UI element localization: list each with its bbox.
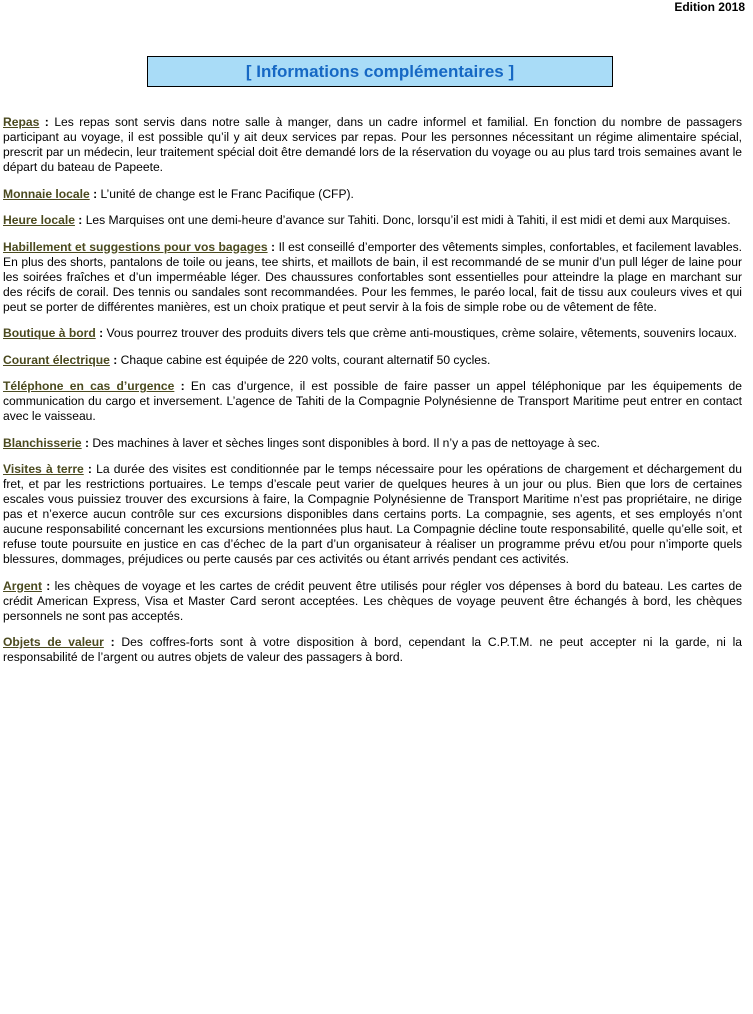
section-label: Visites à terre [3,462,84,476]
edition-label: Edition 2018 [674,0,745,14]
section-label: Téléphone en cas d’urgence [3,379,175,393]
section-telephone: Téléphone en cas d’urgence : En cas d’urgence, il est possible de faire passer un appel téléphonique par les équipements de communication du cargo et inversement. L’agence de Tahiti de la Compagnie Polynésienne de Transport Maritime peut entrer en contact avec le vaisseau. [3,379,742,423]
section-label: Monnaie locale [3,186,90,201]
document-body [3,115,742,677]
section-label: Heure locale [3,213,75,227]
section-label: Objets de valeur [3,635,104,649]
section-label: Habillement et suggestions pour vos bagages [3,239,268,254]
section-text: Vous pourrez trouver des produits divers tels que crème anti-moustiques, crème solaire, vêtements, souvenirs locaux. [106,326,737,340]
section-text: les chèques de voyage et les cartes de crédit peuvent être utilisés pour régler vos dépenses à bord du bateau. Les cartes de crédit American Express, Visa et Master Card seront acceptées. Les chèques de voyage peuvent être échangés à bord, les chèques personnels ne sont pas acceptés. [3,578,742,623]
section-text: Les Marquises ont une demi-heure d’avance sur Tahiti. Donc, lorsqu’il est midi à Tahiti, il est midi et demi aux Marquises. [85,213,731,227]
section-visites: Visites à terre : La durée des visites est conditionnée par le temps nécessaire pour les opérations de chargement et déchargement du fret, et par les restrictions portuaires. Le temps d’escale peut varier de quelques heures à un jour ou plus. Bien que lors de certaines escales vous puissiez trouver des excursions à faire, la Compagnie Polynésienne de Transport Maritime n’est pas propriétaire, ne dirige pas et n’exerce aucun contrôle sur ces excursions disponibles dans certains ports. La compagnie, ses agents, et ses employés n’ont aucune responsabilité concernant les excursions mentionnées plus haut. La Compagnie décline toute responsabilité, quelle qu’elle soit, et refuse toute poursuite en justice en cas d’échec de la part d’un organisateur à réaliser un programme prévu et/ou pour n’importe quels blessures, dommages, préjudices ou perte causés par ces activités ou étant arrivés pendant ces activités. [3,462,742,566]
section-text: En cas d’urgence, il est possible de faire passer un appel téléphonique par les équipements de communication du cargo et inversement. L’agence de Tahiti de la Compagnie Polynésienne de Transport Maritime peut entrer en contact avec le vaisseau. [3,379,742,423]
section-monnaie-locale: Monnaie locale : L’unité de change est le Franc Pacifique (CFP). [3,186,354,201]
section-habillement: Habillement et suggestions pour vos bagages : Il est conseillé d’emporter des vêtements simples, confortables, et facilement lavables. En plus des shorts, pantalons de toile ou jeans, tee shirts, et maillots de bain, il est recommandé de se munir d’un pull léger de laine pour les soirées fraîches et d’un imperméable léger. Des chaussures confortables sont essentielles pour atteindre la plage en marchant sur des récifs de corail. Des tennis ou sandales sont recommandées. Pour les femmes, le paréo local, fait de tissu aux couleurs vives et qui peut se porter de différentes manières, est un choix pratique et peut servir à la fois de simple robe ou de vêtement de fête. [3,239,743,314]
section-label: Blanchisserie [3,435,82,450]
title-banner [147,56,613,87]
section-label: Courant électrique [3,352,110,367]
section-text: Il est conseillé d’emporter des vêtements simples, confortables, et facilement lavables. En plus des shorts, pantalons de toile ou jeans, tee shirts, et maillots de bain, il est recommandé de se munir d’un pull léger de laine pour les soirées fraîches et d’un imperméable léger. Des chaussures confortables sont essentielles pour atteindre la plage en marchant sur des récifs de corail. Des tennis ou sandales sont recommandées. Pour les femmes, le paréo local, fait de tissu aux couleurs vives et qui peut se porter de différentes manières, est un choix pratique et peut servir à la fois de simple robe ou de vêtement de fête. [3,239,743,314]
section-heure-locale: Heure locale : Les Marquises ont une demi-heure d’avance sur Tahiti. Donc, lorsqu’il est midi à Tahiti, il est midi et demi aux Marquises. [3,213,731,227]
section-text: Des machines à laver et sèches linges sont disponibles à bord. Il n’y a pas de nettoyage à sec. [92,435,600,450]
section-text: Chaque cabine est équipée de 220 volts, courant alternatif 50 cycles. [120,352,491,367]
section-objets-de-valeur: Objets de valeur : Des coffres-forts sont à votre disposition à bord, cependant la C.P.T.M. ne peut accepter ni la garde, ni la responsabilité de l’argent ou autres objets de valeur des passagers à bord. [3,635,742,664]
section-label: Repas [3,115,40,129]
section-text: L’unité de change est le Franc Pacifique (CFP). [100,186,354,201]
section-repas: Repas : Les repas sont servis dans notre salle à manger, dans un cadre informel et familial. En fonction du nombre de passagers participant au voyage, il est possible qu’il y ait deux services par repas. Pour les personnes nécessitant un régime alimentaire spécial, prescrit par un médecin, leur traitement spécial doit être demandé lors de la réservation du voyage ou au plus tard trois semaines avant le départ du bateau de Papeete. [3,115,742,174]
section-text: La durée des visites est conditionnée par le temps nécessaire pour les opérations de chargement et déchargement du fret, et par les restrictions portuaires. Le temps d’escale peut varier de quelques heures à un jour ou plus. Bien que lors de certaines escales vous puissiez trouver des excursions à faire, la Compagnie Polynésienne de Transport Maritime n’est pas propriétaire, ne dirige pas et n’exerce aucun contrôle sur ces excursions disponibles dans certains ports. La compagnie, ses agents, et ses employés n’ont aucune responsabilité concernant les excursions mentionnées plus haut. La Compagnie décline toute responsabilité, quelle qu’elle soit, et refuse toute poursuite en justice en cas d’échec de la part d’un organisateur à réaliser un programme prévu et/ou pour n’importe quels blessures, dommages, préjudices ou perte causés par ces activités ou étant arrivés pendant ces activités. [3,462,742,566]
section-label: Boutique à bord [3,326,96,340]
section-boutique: Boutique à bord : Vous pourrez trouver des produits divers tels que crème anti-moustiques, crème solaire, vêtements, souvenirs locaux. [3,326,737,340]
section-label: Argent [3,578,42,593]
section-argent: Argent : les chèques de voyage et les cartes de crédit peuvent être utilisés pour régler vos dépenses à bord du bateau. Les cartes de crédit American Express, Visa et Master Card seront acceptées. Les chèques de voyage peuvent être échangés à bord, les chèques personnels ne sont pas acceptés. [3,578,742,623]
section-blanchisserie: Blanchisserie : Des machines à laver et sèches linges sont disponibles à bord. Il n’y a pas de nettoyage à sec. [3,435,600,450]
section-courant-electrique: Courant électrique : Chaque cabine est équipée de 220 volts, courant alternatif 50 cycles. [3,352,491,367]
section-text: Des coffres-forts sont à votre disposition à bord, cependant la C.P.T.M. ne peut accepter ni la garde, ni la responsabilité de l’argent ou autres objets de valeur des passagers à bord. [3,635,742,664]
section-text: Les repas sont servis dans notre salle à manger, dans un cadre informel et familial. En fonction du nombre de passagers participant au voyage, il est possible qu’il y ait deux services par repas. Pour les personnes nécessitant un régime alimentaire spécial, prescrit par un médecin, leur traitement spécial doit être demandé lors de la réservation du voyage ou au plus tard trois semaines avant le départ du bateau de Papeete. [3,115,742,174]
page-title: [ Informations complémentaires ] [245,61,515,81]
